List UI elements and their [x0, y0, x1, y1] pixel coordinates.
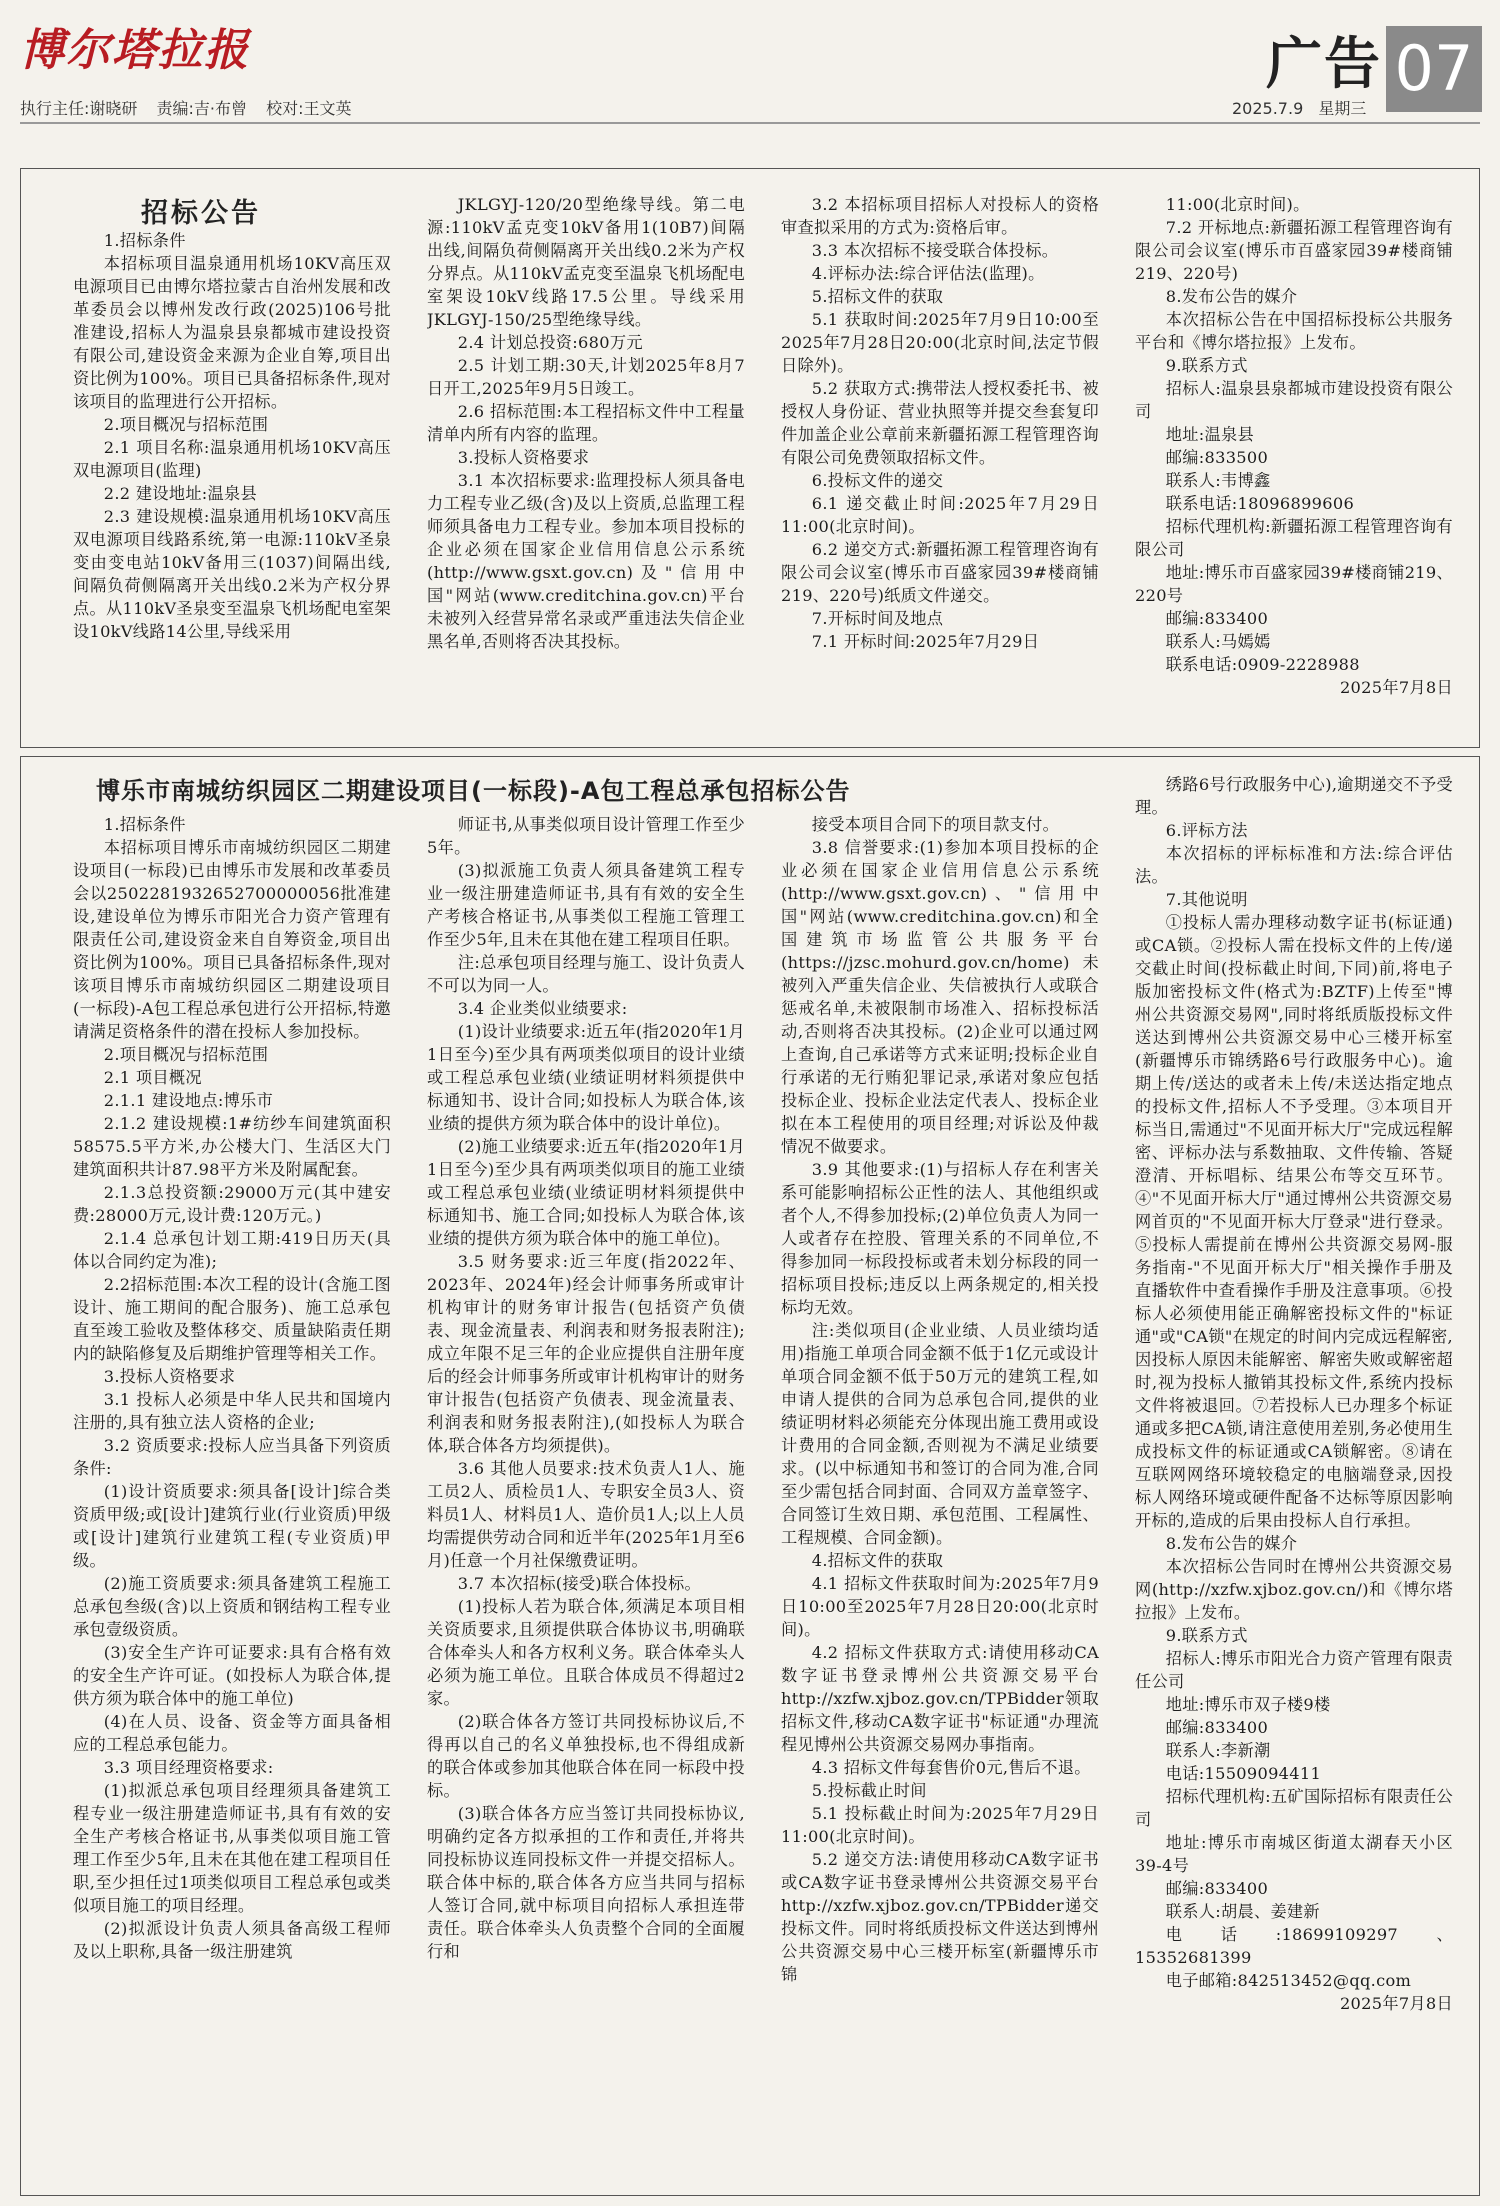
- notice-paragraph: 8.发布公告的媒介: [1165, 1534, 1298, 1553]
- notice-paragraph: 3.7 本次招标(接受)联合体投标。: [457, 1574, 701, 1593]
- notice-paragraph: 3.6 其他人员要求:技术负责人1人、施工员2人、质检员1人、专职安全员3人、资料员1人、材料员1人、造价员1人;以上人员均需提供劳动合同和近半年(2025年1月至6月)任意一个月社保缴费证明。: [427, 1459, 745, 1570]
- notice-paragraph: 8.发布公告的媒介: [1165, 287, 1298, 306]
- tender-notice-1: [20, 168, 1480, 748]
- tender-notice-2-title: 博乐市南城纺织园区二期建设项目(一标段)-A包工程总承包招标公告: [96, 777, 851, 805]
- notice-paragraph: 5.1 投标截止时间为:2025年7月29日11:00(北京时间)。: [781, 1804, 1099, 1846]
- notice-paragraph: 2.1 项目名称:温泉通用机场10KV高压双电源项目(监理): [73, 438, 391, 480]
- notice-paragraph: 师证书,从事类似项目设计管理工作至少5年。: [427, 815, 745, 857]
- notice-paragraph: 5.1 获取时间:2025年7月9日10:00至2025年7月28日20:00(北京时间,法定节假日除外)。: [781, 310, 1099, 375]
- notice-column: [1135, 193, 1453, 735]
- page-number-badge: 07: [1386, 26, 1482, 112]
- tender-notice-2-body: [73, 773, 1455, 2185]
- notice-paragraph: 3.1 本次招标要求:监理投标人须具备电力工程专业乙级(含)及以上资质,总监理工程师须具备电力工程专业。参加本项目投标的企业必须在国家企业信用信息公示系统(http://www.gsxt.gov.cn)及"信用中国"网站(www.creditchina.gov.cn)平台未被列入经营异常名录或严重违法失信企业黑名单,否则将否决其投标。: [427, 471, 745, 651]
- tender-notice-1-body: [73, 193, 1455, 735]
- notice-paragraph: 本招标项目温泉通用机场10KV高压双电源项目已由博尔塔拉蒙古自治州发展和改革委员会以博州发改行政(2025)106号批准建设,招标人为温泉县泉都城市建设投资有限公司,建设资金来源为企业自筹,项目出资比例为100%。项目已具备招标条件,现对该项目的监理进行公开招标。: [73, 254, 391, 411]
- notice-column: [781, 193, 1099, 735]
- notice-paragraph: 邮编:833400: [1165, 1718, 1269, 1737]
- notice-paragraph: 电话:15509094411: [1165, 1764, 1322, 1783]
- notice-paragraph: JKLGYJ-120/20型绝缘导线。第二电源:110kV孟克变10kV备用1(10B7)间隔出线,间隔负荷侧隔离开关出线0.2米为产权分界点。从110kV孟克变至温泉飞机场配电室架设10kV线路17.5公里。导线采用JKLGYJ-150/25型绝缘导线。: [427, 195, 745, 329]
- notice-paragraph: 7.开标时间及地点: [811, 609, 944, 628]
- notice-paragraph: (3)安全生产许可证要求:具有合格有效的安全生产许可证。(如投标人为联合体,提供方须为联合体中的施工单位): [73, 1643, 391, 1708]
- notice-paragraph: 接受本项目合同下的项目款支付。: [811, 815, 1060, 834]
- notice-paragraph: 1.招标条件: [103, 231, 186, 250]
- notice-paragraph: 2.1.1 建设地点:博乐市: [103, 1091, 274, 1110]
- notice-paragraph: 招标代理机构:五矿国际招标有限责任公司: [1135, 1787, 1453, 1829]
- notice-column: [1135, 773, 1453, 2185]
- notice-paragraph: (2)联合体各方签订共同投标协议后,不得再以自己的名义单独投标,也不得组成新的联合体或参加其他联合体在同一标段中投标。: [427, 1712, 745, 1800]
- newspaper-logo: 博尔塔拉报: [20, 25, 250, 76]
- notice-paragraph: (1)设计资质要求:须具备[设计]综合类资质甲级;或[设计]建筑行业(行业资质)甲级或[设计]建筑行业建筑工程(专业资质)甲级。: [73, 1482, 391, 1570]
- notice-paragraph: 4.招标文件的获取: [811, 1551, 944, 1570]
- notice-paragraph: 2.4 计划总投资:680万元: [457, 333, 643, 352]
- notice-paragraph: 电子邮箱:842513452@qq.com: [1165, 1971, 1412, 1990]
- notice-sign-date: 2025年7月8日: [1339, 1994, 1453, 2013]
- notice-paragraph: 注:类似项目(企业业绩、人员业绩均适用)指施工单项合同金额不低于1亿元或设计单项合同金额不低于50万元的建筑工程,如申请人提供的合同为总承包合同,提供的业绩证明材料必须能充分体现出施工费用或设计费用的合同金额,否则视为不满足业绩要求。(以中标通知书和签订的合同为准,合同至少需包括合同封面、合同双方盖章签字、合同签订生效日期、承包范围、工程属性、工程规模、合同金额)。: [781, 1321, 1099, 1547]
- notice-paragraph: 3.2 本招标项目招标人对投标人的资格审查拟采用的方式为:资格后审。: [781, 195, 1099, 237]
- notice-paragraph: 联系人:马嫣嫣: [1165, 632, 1271, 651]
- notice-paragraph: (1)投标人若为联合体,须满足本项目相关资质要求,且须提供联合体协议书,明确联合体牵头人和各方权利义务。联合体牵头人必须为施工单位。且联合体成员不得超过2家。: [427, 1597, 745, 1708]
- notice-paragraph: (3)拟派施工负责人须具备建筑工程专业一级注册建造师证书,具有有效的安全生产考核合格证书,从事类似工程施工管理工作至少5年,且未在其他在建工程项目任职。: [427, 861, 745, 949]
- notice-paragraph: 7.其他说明: [1165, 890, 1248, 909]
- notice-paragraph: 6.评标方法: [1165, 821, 1248, 840]
- notice-paragraph: 2.1.2 建设规模:1#纺纱车间建筑面积58575.5平方米,办公楼大门、生活区大门建筑面积共计87.98平方米及附属配套。: [73, 1114, 391, 1179]
- notice-paragraph: 2.1.4 总承包计划工期:419日历天(具体以合同约定为准);: [73, 1229, 391, 1271]
- notice-paragraph: 2.项目概况与招标范围: [103, 415, 269, 434]
- notice-paragraph: 联系人:李新潮: [1165, 1741, 1271, 1760]
- notice-column: [73, 773, 391, 2185]
- notice-paragraph: 2.6 招标范围:本工程招标文件中工程量清单内所有内容的监理。: [427, 402, 745, 444]
- notice-paragraph: 5.投标截止时间: [811, 1781, 927, 1800]
- notice-paragraph: 本次招标公告同时在博州公共资源交易网(http://xzfw.xjboz.gov.cn/)和《博尔塔拉报》上发布。: [1135, 1557, 1453, 1622]
- notice-paragraph: 联系电话:18096899606: [1165, 494, 1355, 513]
- notice-paragraph: 2.2 建设地址:温泉县: [103, 484, 258, 503]
- notice-paragraph: 2.3 建设规模:温泉通用机场10KV高压双电源项目线路系统,第一电源:110kV圣泉变由变电站10kV备用三(1037)间隔出线,间隔负荷侧隔离开关出线0.2米为产权分界点。从110kV圣泉变至温泉飞机场配电室架设10kV线路14公里,导线采用: [73, 507, 391, 641]
- notice-paragraph: 2.1 项目概况: [103, 1068, 202, 1087]
- notice-paragraph: 绣路6号行政服务中心),逾期递交不予受理。: [1135, 775, 1453, 817]
- notice-paragraph: 3.1 投标人必须是中华人民共和国境内注册的,具有独立法人资格的企业;: [73, 1390, 391, 1432]
- issue-weekday: 星期三: [1318, 99, 1367, 118]
- notice-paragraph: 电话:18699109297、15352681399: [1135, 1925, 1453, 1967]
- notice-paragraph: 4.2 招标文件获取方式:请使用移动CA数字证书登录博州公共资源交易平台http://xzfw.xjboz.gov.cn/TPBidder领取招标文件,移动CA数字证书"标证通"办理流程见博州公共资源交易网办事指南。: [781, 1643, 1099, 1754]
- notice-paragraph: 6.投标文件的递交: [811, 471, 944, 490]
- notice-paragraph: 地址:博乐市南城区街道太湖春天小区39-4号: [1135, 1833, 1453, 1875]
- notice-paragraph: 11:00(北京时间)。: [1165, 195, 1310, 214]
- notice-paragraph: 9.联系方式: [1165, 1626, 1248, 1645]
- notice-paragraph: 5.2 递交方法:请使用移动CA数字证书或CA数字证书登录博州公共资源交易平台http://xzfw.xjboz.gov.cn/TPBidder递交投标文件。同时将纸质投标文件送达到博州公共资源交易中心三楼开标室(新疆博乐市锦: [781, 1850, 1099, 1984]
- notice-paragraph: 招标人:温泉县泉都城市建设投资有限公司: [1135, 379, 1453, 421]
- notice-paragraph: (3)联合体各方应当签订共同投标协议,明确约定各方拟承担的工作和责任,并将共同投标协议连同投标文件一并提交招标人。联合体中标的,联合体各方应当共同与招标人签订合同,就中标项目向招标人承担连带责任。联合体牵头人负责整个合同的全面履行和: [427, 1804, 745, 1961]
- notice-paragraph: 地址:温泉县: [1165, 425, 1254, 444]
- section-label: 广告: [1266, 32, 1382, 97]
- notice-paragraph: 3.2 资质要求:投标人应当具备下列资质条件:: [73, 1436, 391, 1478]
- tender-notice-2: [20, 756, 1480, 2196]
- notice-paragraph: 地址:博乐市百盛家园39#楼商铺219、220号: [1135, 563, 1453, 605]
- notice-paragraph: 3.8 信誉要求:(1)参加本项目投标的企业必须在国家企业信用信息公示系统(http://www.gsxt.gov.cn)、"信用中国"网站(www.creditchina.gov.cn)和全国建筑市场监管公共服务平台(https://jzsc.mohurd.gov.cn/home)未被列入严重失信企业、失信被执行人或联合惩戒名单,未被限制市场准入、招标投标活动,否则将否决其投标。(2)企业可以通过网上查询,自己承诺等方式来证明;投标企业自行承诺的无行贿犯罪记录,承诺对象应包括投标企业、投标企业法定代表人、投标企业拟在本工程使用的项目经理;对诉讼及仲裁情况不做要求。: [781, 838, 1099, 1156]
- notice-column: [73, 193, 391, 735]
- notice-paragraph: 2.项目概况与招标范围: [103, 1045, 269, 1064]
- notice-paragraph: 6.1 递交截止时间:2025年7月29日11:00(北京时间)。: [781, 494, 1099, 536]
- issue-date: [1222, 96, 1366, 119]
- notice-paragraph: 3.5 财务要求:近三年度(指2022年、2023年、2024年)经会计师事务所或审计机构审计的财务审计报告(包括资产负债表、现金流量表、利润表和财务报表附注);成立年限不足三年的企业应提供自注册年度后的经会计师事务所或审计机构审计的财务审计报告(包括资产负债表、现金流量表、利润表和财务报表附注),(如投标人为联合体,联合体各方均须提供)。: [427, 1252, 745, 1455]
- notice-paragraph: 邮编:833400: [1165, 609, 1269, 628]
- notice-paragraph: (2)施工业绩要求:近五年(指2020年1月1日至今)至少具有两项类似项目的施工业绩或工程总承包业绩(业绩证明材料须提供中标通知书、施工合同;如投标人为联合体,该业绩的提供方须为联合体中的施工单位)。: [427, 1137, 745, 1248]
- notice-paragraph: 3.3 本次招标不接受联合体投标。: [811, 241, 1059, 260]
- notice-paragraph: (2)拟派设计负责人须具备高级工程师及以上职称,具备一级注册建筑: [73, 1919, 391, 1961]
- notice-column: [781, 773, 1099, 2185]
- notice-paragraph: 7.1 开标时间:2025年7月29日: [811, 632, 1040, 651]
- notice-paragraph: 联系人:胡晨、姜建新: [1165, 1902, 1320, 1921]
- notice-paragraph: 邮编:833500: [1165, 448, 1269, 467]
- notice-paragraph: 9.联系方式: [1165, 356, 1248, 375]
- notice-paragraph: 本招标项目博乐市南城纺织园区二期建设项目(一标段)已由博乐市发展和改革委员会以2502281932652700000056批准建设,建设单位为博乐市阳光合力资产管理有限责任公司,建设资金来自自筹资金,项目出资比例为100%。项目已具备招标条件,现对该项目博乐市南城纺织园区二期建设项目(一标段)-A包工程总承包进行公开招标,特邀请满足资格条件的潜在投标人参加投标。: [73, 838, 391, 1041]
- notice-paragraph: 6.2 递交方式:新疆拓源工程管理咨询有限公司会议室(博乐市百盛家园39#楼商铺219、220号)纸质文件递交。: [781, 540, 1099, 605]
- notice-paragraph: 7.2 开标地点:新疆拓源工程管理咨询有限公司会议室(博乐市百盛家园39#楼商铺219、220号): [1135, 218, 1453, 283]
- notice-paragraph: 4.评标办法:综合评估法(监理)。: [811, 264, 1045, 283]
- notice-paragraph: 4.1 招标文件获取时间为:2025年7月9日10:00至2025年7月28日20:00(北京时间)。: [781, 1574, 1099, 1639]
- notice-paragraph: 1.招标条件: [103, 815, 186, 834]
- notice-column: [427, 193, 745, 735]
- notice-paragraph: 本次招标的评标标准和方法:综合评估法。: [1135, 844, 1453, 886]
- proofreader: 校对:王文英: [266, 99, 352, 118]
- issue-date-value: 2025.7.9: [1232, 99, 1304, 118]
- notice-paragraph: 5.2 获取方式:携带法人授权委托书、被授权人身份证、营业执照等并提交叁套复印件加盖企业公章前来新疆拓源工程管理咨询有限公司免费领取招标文件。: [781, 379, 1099, 467]
- notice-paragraph: ①投标人需办理移动数字证书(标证通)或CA锁。②投标人需在投标文件的上传/递交截止时间(投标截止时间,下同)前,将电子版加密投标文件(格式为:BZTF)上传至"博州公共资源交易网",同时将纸质版投标文件送达到博州公共资源交易中心三楼开标室(新疆博乐市锦绣路6号行政服务中心)。逾期上传/送达的或者未上传/未送达指定地点的投标文件,招标人不予受理。③本项目开标当日,需通过"不见面开标大厅"完成远程解密、评标办法与系数抽取、文件传输、答疑澄清、开标唱标、结果公布等交互环节。④"不见面开标大厅"通过博州公共资源交易网首页的"不见面开标大厅登录"进行登录。⑤投标人需提前在博州公共资源交易网-服务指南-"不见面开标大厅"相关操作手册及直播软件中查看操作手册及注意事项。⑥投标人必须使用能正确解密投标文件的"标证通"或"CA锁"在规定的时间内完成远程解密,因投标人原因未能解密、解密失败或解密超时,视为投标人撤销其投标文件,系统内投标文件将被退回。⑦若投标人已办理多个标证通或多把CA锁,请注意使用差别,务必使用生成投标文件的标证通或CA锁解密。⑧请在互联网网络环境较稳定的电脑端登录,因投标人网络环境或硬件配备不达标等原因影响开标的,造成的后果由投标人自行承担。: [1135, 913, 1453, 1530]
- notice-paragraph: 联系电话:0909-2228988: [1165, 655, 1360, 674]
- notice-paragraph: (1)拟派总承包项目经理须具备建筑工程专业一级注册建造师证书,具有有效的安全生产考核合格证书,从事类似项目施工管理工作至少5年,且未在其他在建工程项目任职,至少担任过1项类似项目工程总承包或类似项目施工的项目经理。: [73, 1781, 391, 1915]
- notice-paragraph: 注:总承包项目经理与施工、设计负责人不可以为同一人。: [427, 953, 745, 995]
- header-divider: [20, 122, 1480, 124]
- notice-paragraph: 4.3 招标文件每套售价0元,售后不退。: [811, 1758, 1091, 1777]
- notice-paragraph: (4)在人员、设备、资金等方面具备相应的工程总承包能力。: [73, 1712, 391, 1754]
- notice-column: [427, 773, 745, 2185]
- notice-sign-date: 2025年7月8日: [1339, 678, 1453, 697]
- notice-paragraph: 2.2招标范围:本次工程的设计(含施工图设计、施工期间的配合服务)、施工总承包直至竣工验收及整体移交、质量缺陷责任期内的缺陷修复及后期维护管理等相关工作。: [73, 1275, 391, 1363]
- notice-paragraph: 本次招标公告在中国招标投标公共服务平台和《博尔塔拉报》上发布。: [1135, 310, 1453, 352]
- notice-paragraph: (1)设计业绩要求:近五年(指2020年1月1日至今)至少具有两项类似项目的设计业绩或工程总承包业绩(业绩证明材料须提供中标通知书、设计合同;如投标人为联合体,该业绩的提供方须为联合体中的设计单位)。: [427, 1022, 745, 1133]
- notice-paragraph: 招标人:博乐市阳光合力资产管理有限责任公司: [1135, 1649, 1453, 1691]
- notice-paragraph: 5.招标文件的获取: [811, 287, 944, 306]
- notice-paragraph: 邮编:833400: [1165, 1879, 1269, 1898]
- notice-paragraph: 3.3 项目经理资格要求:: [103, 1758, 274, 1777]
- notice-paragraph: 3.投标人资格要求: [457, 448, 590, 467]
- notice-paragraph: 3.4 企业类似业绩要求:: [457, 999, 628, 1018]
- notice-paragraph: 招标代理机构:新疆拓源工程管理咨询有限公司: [1135, 517, 1453, 559]
- editor-credits: [20, 96, 365, 119]
- notice-paragraph: 地址:博乐市双子楼9楼: [1165, 1695, 1331, 1714]
- notice-paragraph: 2.5 计划工期:30天,计划2025年8月7日开工,2025年9月5日竣工。: [427, 356, 745, 398]
- notice-paragraph: 2.1.3总投资额:29000万元(其中建安费:28000万元,设计费:120万元。): [73, 1183, 391, 1225]
- notice-paragraph: (2)施工资质要求:须具备建筑工程施工总承包叁级(含)以上资质和钢结构工程专业承包壹级资质。: [73, 1574, 391, 1639]
- notice-paragraph: 3.9 其他要求:(1)与招标人存在利害关系可能影响招标公正性的法人、其他组织或者个人,不得参加投标;(2)单位负责人为同一人或者存在控股、管理关系的不同单位,不得参加同一标段投标或者未划分标段的同一招标项目投标;违反以上两条规定的,相关投标均无效。: [781, 1160, 1099, 1317]
- tender-notice-1-title: 招标公告: [141, 198, 261, 229]
- editor: 责编:吉·布曾: [156, 99, 247, 118]
- notice-paragraph: 3.投标人资格要求: [103, 1367, 236, 1386]
- notice-paragraph: 联系人:韦博鑫: [1165, 471, 1271, 490]
- editor-in-charge: 执行主任:谢晓研: [20, 99, 138, 118]
